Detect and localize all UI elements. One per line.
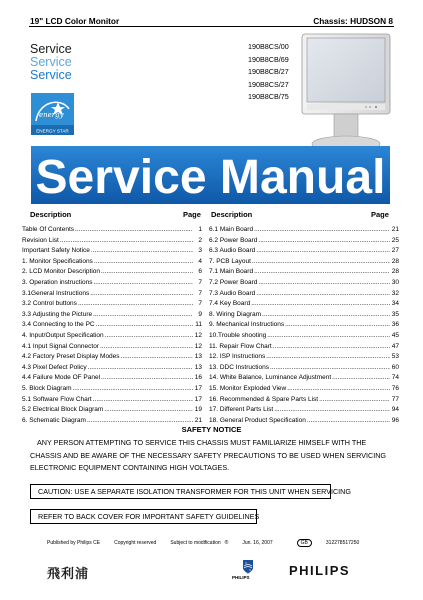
service-word-light: Service <box>30 55 72 69</box>
contents-entry-title: 17. Different Parts List <box>209 406 274 414</box>
contents-entry-page: 7 <box>198 289 202 297</box>
contents-entry-title: 13. DDC Instructions <box>209 363 269 371</box>
energy-star-logo <box>31 93 74 135</box>
contents-entry-title: 3.1General Instructions <box>22 289 90 297</box>
contents-entry-title: 4.2 Factory Preset Display Modes <box>22 353 120 361</box>
contents-entry-page: 60 <box>391 363 399 371</box>
contents-entry-leader <box>101 267 193 278</box>
contents-entry <box>209 320 399 331</box>
model-number: 190B8CS/00 <box>248 42 289 51</box>
contents-entry <box>209 267 399 278</box>
contents-entry <box>209 257 399 268</box>
contents-entry-title: 10.Trouble shooting <box>209 331 267 339</box>
contents-entry-page: 7 <box>198 278 202 286</box>
contents-entry-leader <box>90 289 193 300</box>
contents-entry <box>22 267 202 278</box>
contents-entry-page: 76 <box>391 384 399 392</box>
contents-entry-title: 3.3 Adjusting the Picture <box>22 310 93 318</box>
contents-entry <box>209 246 399 257</box>
contents-entry <box>209 331 399 342</box>
publication-date: Jun. 16, 2007 <box>242 540 273 546</box>
contents-entry-leader <box>104 405 193 416</box>
service-manual-banner <box>31 146 390 204</box>
contents-entry <box>209 384 399 395</box>
safety-line: ELECTRONIC EQUIPMENT CONTAINING HIGH VOLTAGES. <box>30 463 230 472</box>
contents-entry-page: 28 <box>391 257 399 265</box>
contents-entry <box>22 363 202 374</box>
document-code: 312278517250 <box>325 540 360 546</box>
safety-notice-title: SAFETY NOTICE <box>181 425 242 434</box>
copyright-text: Copyright reserved <box>114 540 157 546</box>
contents-entry-title: 7.2 Power Board <box>209 278 258 286</box>
contents-entry-title: 4.4 Failure Mode OF Panel <box>22 374 101 382</box>
contents-entry-leader <box>73 384 194 395</box>
contents-entry-title: 7. PCB Layout <box>209 257 251 265</box>
contents-entry <box>22 320 202 331</box>
header-chassis: Chassis: HUDSON 8 <box>313 16 393 26</box>
contents-list-right <box>209 225 399 426</box>
contents-entry-page: 3 <box>198 247 202 255</box>
model-number: 190B8CB/69 <box>248 54 289 64</box>
contents-list-left <box>22 225 202 426</box>
contents-entry <box>22 373 202 384</box>
contents-entry-leader <box>88 363 193 374</box>
service-word-blue: Service <box>30 68 72 82</box>
contents-entry <box>209 395 399 406</box>
contents-entry-title: 16. Recommended & Spare Parts List <box>209 395 319 403</box>
contents-entry-leader <box>254 267 390 278</box>
contents-entry-title: Table Of Contents <box>22 226 75 233</box>
contents-entry-page: 7 <box>198 300 202 308</box>
contents-entry-title: 3.2 Control buttons <box>22 300 77 308</box>
manual-title: Service Manual <box>35 150 386 204</box>
contents-entry-leader <box>91 246 193 257</box>
contents-entry-leader <box>256 246 390 257</box>
contents-entry <box>22 310 202 321</box>
contents-entry-page: 32 <box>391 289 399 297</box>
contents-entry <box>209 363 399 374</box>
monitor-photo <box>296 32 396 157</box>
contents-entry-title: 8. Wiring Diagram <box>209 310 262 318</box>
contents-entry <box>22 331 202 342</box>
contents-entry-leader <box>96 320 193 331</box>
contents-entry-leader <box>287 384 390 395</box>
contents-entry-leader <box>105 331 193 342</box>
contents-entry-page: 36 <box>391 321 399 329</box>
contents-entry-page: 96 <box>391 416 399 424</box>
contents-entry-page: 12 <box>194 342 202 350</box>
energy-star-label: ENERGY STAR <box>36 128 69 134</box>
contents-entry-leader <box>252 257 390 268</box>
contents-entry <box>22 246 202 257</box>
contents-entry-title: 5.1 Software Flow Chart <box>22 395 92 403</box>
contents-entry-page: 45 <box>391 331 399 339</box>
contents-entry-leader <box>60 236 193 247</box>
contents-entry-title: 4.3 Pixel Defect Policy <box>22 363 87 371</box>
contents-entry-page: 25 <box>391 236 399 244</box>
publication-footer <box>47 539 387 547</box>
contents-entry-page: 1 <box>198 226 202 233</box>
contents-entry-leader <box>93 310 193 321</box>
contents-entry-title: 7.1 Main Board <box>209 268 254 276</box>
contents-entry-leader <box>319 395 390 406</box>
model-number: 190B8CB/27 <box>248 67 289 76</box>
contents-entry-page: 16 <box>194 374 202 382</box>
contents-entry-page: 19 <box>194 406 202 414</box>
header-rule <box>29 26 394 27</box>
safety-notice-text <box>30 437 392 475</box>
contents-entry-leader <box>100 342 193 353</box>
contents-entry <box>209 373 399 384</box>
contents-entry-page: 77 <box>391 395 399 403</box>
contents-entry <box>209 342 399 353</box>
safety-line: ANY PERSON ATTEMPTING TO SERVICE THIS CHASSIS MUST FAMILIARIZE HIMSELF WITH THE <box>37 438 367 447</box>
chinese-brand: 飛利浦 <box>47 567 90 582</box>
contents-description-header: Description <box>211 210 253 219</box>
contents-entry-leader <box>273 342 390 353</box>
contents-entry-page: 28 <box>391 268 399 276</box>
contents-entry-leader <box>266 352 390 363</box>
contents-description-header: Description <box>30 210 72 219</box>
contents-entry <box>209 405 399 416</box>
contents-entry-leader <box>121 352 193 363</box>
service-word-dark: Service <box>30 42 72 56</box>
contents-entry-title: 3. Operation instructions <box>22 278 93 286</box>
contents-entry <box>22 342 202 353</box>
contents-entry-leader <box>94 257 193 268</box>
contents-entry <box>22 395 202 406</box>
contents-entry-title: Important Safety Notice <box>22 247 90 255</box>
shield-wordmark: PHILIPS <box>232 575 250 580</box>
gb-badge: GB <box>297 539 312 547</box>
contents-entry <box>22 257 202 268</box>
philips-shield-icon <box>242 559 254 574</box>
contents-entry-page: 27 <box>391 247 399 255</box>
contents-entry <box>209 278 399 289</box>
contents-entry <box>22 299 202 310</box>
contents-entry-page: 17 <box>194 395 202 403</box>
contents-entry-leader <box>78 299 193 310</box>
contents-entry <box>209 225 399 236</box>
contents-entry-page: 17 <box>194 384 202 392</box>
contents-entry-title: 18. General Product Specification <box>209 416 306 424</box>
contents-entry-title: 5.2 Electrical Block Diagram <box>22 406 104 414</box>
contents-entry-title: 4. Input/Output Specification <box>22 331 104 339</box>
contents-entry-title: 6.1 Main Board <box>209 226 254 233</box>
contents-entry-leader <box>274 405 390 416</box>
caution-box: CAUTION: USE A SEPARATE ISOLATION TRANSFORMER FOR THIS UNIT WHEN SERVICING <box>30 484 331 499</box>
contents-entry-title: 15. Monitor Exploded View <box>209 384 287 392</box>
contents-entry-page: 13 <box>194 363 202 371</box>
contents-entry-leader <box>258 278 390 289</box>
contents-entry-title: 3.4 Connecting to the PC <box>22 321 95 329</box>
contents-entry <box>22 289 202 300</box>
contents-entry <box>22 352 202 363</box>
contents-entry-page: 11 <box>195 321 202 329</box>
safety-line: CHASSIS AND BE AWARE OF THE NECESSARY SAFETY PRECAUTIONS TO BE USED WHEN SERVICING <box>30 450 386 460</box>
contents-entry-page: 30 <box>391 278 399 286</box>
refer-box: REFER TO BACK COVER FOR IMPORTANT SAFETY GUIDELINES <box>30 509 257 524</box>
contents-entry-title: 7.4 Key Board <box>209 300 251 308</box>
contents-entry-leader <box>262 310 390 321</box>
contents-entry-page: 74 <box>391 374 399 382</box>
contents-entry-title: 4.1 Input Signal Connector <box>22 342 99 350</box>
contents-entry-page: 9 <box>198 310 202 318</box>
contents-entry-page: 21 <box>194 416 202 424</box>
subject-text: Subject to modification <box>170 540 221 546</box>
contents-entry-leader <box>256 289 390 300</box>
philips-logo: PHILIPS <box>289 563 351 578</box>
contents-entry-leader <box>258 236 390 247</box>
contents-entry <box>209 236 399 247</box>
contents-entry-page: 4 <box>198 257 202 265</box>
published-by: Published by Philips CE <box>47 540 101 546</box>
contents-entry-page: 12 <box>194 331 202 339</box>
contents-entry-page: 34 <box>391 300 399 308</box>
model-number: 190B8CB/75 <box>248 92 289 101</box>
contents-entry-leader <box>75 225 193 236</box>
contents-entry-page: 35 <box>391 310 399 318</box>
contents-entry <box>209 299 399 310</box>
contents-entry-title: 12. ISP Instructions <box>209 353 266 361</box>
contents-entry-page: 47 <box>391 342 399 350</box>
contents-entry-page: 2 <box>198 236 202 244</box>
contents-entry-leader <box>254 225 390 236</box>
contents-entry-page: 94 <box>391 406 399 414</box>
contents-entry <box>209 352 399 363</box>
contents-entry-title: 6. Schematic Diagram <box>22 416 86 424</box>
contents-entry-page: 6 <box>198 268 202 276</box>
header-product: 19" LCD Color Monitor <box>30 16 120 26</box>
contents-entry-leader <box>285 320 390 331</box>
contents-entry-title: 6.2 Power Board <box>209 236 258 244</box>
contents-entry-leader <box>267 331 390 342</box>
contents-entry-page: 13 <box>194 353 202 361</box>
contents-entry-leader <box>101 373 193 384</box>
contents-entry-leader <box>270 363 390 374</box>
contents-entry-leader <box>332 373 390 384</box>
contents-entry <box>22 225 202 236</box>
contents-entry <box>22 405 202 416</box>
contents-entry-leader <box>93 395 193 406</box>
contents-entry-title: 9. Mechanical Instructions <box>209 321 285 329</box>
contents-entry-title: Revision List <box>22 236 59 244</box>
contents-entry-page: 53 <box>391 353 399 361</box>
svg-text:energy: energy <box>39 111 64 119</box>
contents-entry <box>209 289 399 300</box>
contents-page-header: Page <box>183 210 201 219</box>
contents-entry-title: 14. White Balance, Luminance Adjustment <box>209 374 332 382</box>
contents-entry-title: 5. Block Diagram <box>22 384 72 392</box>
contents-entry-leader <box>251 299 390 310</box>
contents-entry-page: 21 <box>391 226 399 233</box>
contents-entry-title: 2. LCD Monitor Description <box>22 268 101 276</box>
contents-entry-title: 1. Monitor Specifications <box>22 257 93 265</box>
contents-entry <box>22 384 202 395</box>
contents-entry <box>22 236 202 247</box>
model-number: 190B8CS/27 <box>248 79 289 89</box>
contents-entry-title: 7.3 Audio Board <box>209 289 256 297</box>
contents-page-header: Page <box>371 210 389 219</box>
contents-entry <box>22 278 202 289</box>
registered-mark: ® <box>224 540 229 546</box>
contents-entry-title: 6.3 Audio Board <box>209 247 256 255</box>
contents-entry-title: 11. Repair Flow Chart <box>209 342 272 350</box>
contents-entry-leader <box>93 278 193 289</box>
contents-entry <box>209 310 399 321</box>
